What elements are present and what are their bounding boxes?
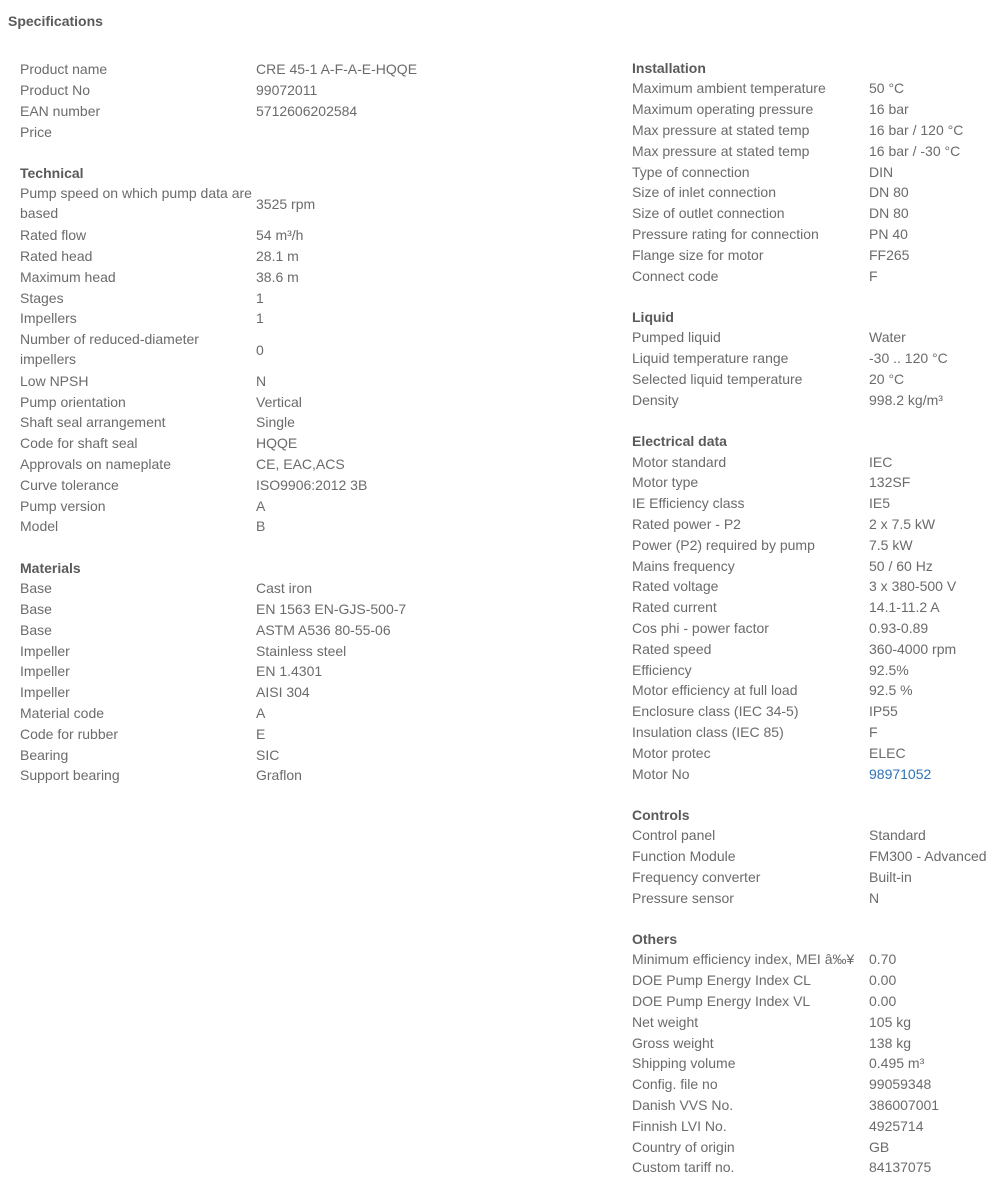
spec-value: DIN	[869, 163, 894, 180]
spec-value: 14.1-11.2 A	[869, 599, 940, 616]
spec-value: Standard	[869, 827, 926, 844]
spec-label: Power (P2) required by pump	[632, 536, 815, 553]
spec-label: Pressure rating for connection	[632, 225, 819, 242]
spec-label: Maximum head	[20, 268, 116, 285]
spec-row	[632, 970, 1004, 991]
spec-value: 99059348	[869, 1076, 932, 1093]
section-title: Electrical data	[632, 433, 727, 450]
spec-label: Rated current	[632, 599, 717, 616]
spec-value: 50 °C	[869, 80, 905, 97]
spec-row	[632, 203, 1004, 224]
spec-label: Insulation class (IEC 85)	[632, 723, 784, 740]
spec-label: Motor No	[632, 765, 690, 782]
spec-row	[632, 949, 1004, 970]
spec-row	[632, 659, 1004, 680]
spec-label: Gross weight	[632, 1034, 714, 1051]
spec-value: SIC	[256, 746, 280, 763]
spec-row	[20, 454, 580, 475]
spec-value: 2 x 7.5 kW	[869, 515, 936, 532]
spec-value: 1	[256, 289, 264, 306]
spec-value: EN 1563 EN-GJS-500-7	[256, 600, 407, 617]
spec-label: Selected liquid temperature	[632, 370, 803, 387]
spec-value: IP55	[869, 703, 898, 720]
spec-value: Cast iron	[256, 580, 313, 597]
spec-label: Motor standard	[632, 453, 727, 470]
spec-label: Maximum ambient temperature	[632, 80, 826, 97]
spec-row	[632, 265, 1004, 286]
spec-label: Enclosure class (IEC 34-5)	[632, 703, 799, 720]
spec-label: Impeller	[20, 684, 70, 701]
spec-label: Size of inlet connection	[632, 184, 776, 201]
left-column	[20, 59, 580, 807]
spec-value: Stainless steel	[256, 642, 347, 659]
spec-label: EAN number	[20, 102, 101, 119]
spec-label: DOE Pump Energy Index CL	[632, 972, 811, 989]
spec-label: Low NPSH	[20, 372, 89, 389]
spec-row	[20, 578, 580, 599]
section-title: Controls	[632, 806, 690, 823]
spec-label: Type of connection	[632, 163, 750, 180]
spec-row	[20, 391, 580, 412]
spec-row	[20, 246, 580, 267]
spec-value: GB	[869, 1138, 890, 1155]
spec-label: Control panel	[632, 827, 716, 844]
spec-row	[20, 619, 580, 640]
spec-label: Connect code	[632, 267, 719, 284]
spec-row	[632, 534, 1004, 555]
spec-label: Rated head	[20, 247, 93, 264]
spec-row	[632, 493, 1004, 514]
spec-value: AISI 304	[256, 684, 310, 701]
spec-value: Graflon	[256, 767, 302, 784]
spec-row	[632, 1032, 1004, 1053]
spec-value: ASTM A536 80-55-06	[256, 621, 391, 638]
spec-value: CRE 45-1 A-F-A-E-HQQE	[256, 61, 418, 78]
spec-row	[20, 183, 580, 225]
spec-row	[20, 80, 580, 101]
spec-label: Rated flow	[20, 227, 87, 244]
spec-label: DOE Pump Energy Index VL	[632, 993, 811, 1010]
spec-label: Support bearing	[20, 767, 120, 784]
spec-value: 92.5%	[869, 661, 909, 678]
electrical-section	[632, 431, 1004, 784]
spec-label: Danish VVS No.	[632, 1097, 734, 1114]
spec-label: Pumped liquid	[632, 329, 721, 346]
spec-label: Rated speed	[632, 640, 712, 657]
spec-label: Pump speed on which pump data are based	[20, 185, 252, 221]
liquid-section	[632, 307, 1004, 410]
spec-value: FM300 - Advanced	[869, 848, 987, 865]
spec-row	[20, 329, 580, 371]
spec-row	[20, 661, 580, 682]
spec-row	[632, 576, 1004, 597]
section-title: Others	[632, 931, 678, 948]
spec-row	[20, 433, 580, 454]
spec-row	[20, 599, 580, 620]
spec-value: 7.5 kW	[869, 536, 913, 553]
spec-row	[632, 472, 1004, 493]
spec-value: 28.1 m	[256, 247, 299, 264]
spec-row	[20, 703, 580, 724]
section-title: Installation	[632, 60, 706, 76]
spec-label: Number of reduced-diameter impellers	[20, 331, 199, 367]
spec-row	[632, 1095, 1004, 1116]
spec-value: CE, EAC,ACS	[256, 455, 345, 472]
spec-value: 138 kg	[869, 1034, 912, 1051]
spec-label: Frequency converter	[632, 868, 761, 885]
spec-row	[632, 887, 1004, 908]
spec-row	[632, 618, 1004, 639]
spec-row	[632, 389, 1004, 410]
spec-row	[20, 266, 580, 287]
spec-value: 16 bar / -30 °C	[869, 142, 961, 159]
spec-row	[20, 765, 580, 786]
spec-row	[20, 225, 580, 246]
spec-label: Minimum efficiency index, MEI â‰¥	[632, 951, 855, 968]
spec-row	[20, 308, 580, 329]
spec-row	[20, 287, 580, 308]
spec-value: 386007001	[869, 1097, 940, 1114]
spec-value: Single	[256, 414, 295, 431]
right-column	[632, 58, 1004, 1199]
spec-row	[632, 680, 1004, 701]
spec-label: Liquid temperature range	[632, 350, 789, 367]
spec-label: Max pressure at stated temp	[632, 121, 810, 138]
spec-label: Base	[20, 600, 52, 617]
spec-label: Price	[20, 123, 52, 140]
controls-section	[632, 805, 1004, 908]
spec-label: Impeller	[20, 663, 70, 680]
spec-label: Motor efficiency at full load	[632, 682, 798, 699]
spec-value: 50 / 60 Hz	[869, 557, 933, 574]
materials-section	[20, 558, 580, 786]
spec-value: 3 x 380-500 V	[869, 578, 957, 595]
spec-row	[20, 474, 580, 495]
spec-row	[632, 597, 1004, 618]
spec-value: E	[256, 725, 266, 742]
spec-value: DN 80	[869, 205, 909, 222]
spec-value: 38.6 m	[256, 268, 299, 285]
spec-value: ELEC	[869, 744, 906, 761]
spec-label: Rated voltage	[632, 578, 719, 595]
spec-value: B	[256, 518, 266, 535]
spec-row	[20, 640, 580, 661]
spec-value: N	[869, 889, 880, 906]
spec-value: PN 40	[869, 225, 908, 242]
spec-row	[632, 182, 1004, 203]
spec-row	[632, 846, 1004, 867]
spec-value: 0	[256, 341, 264, 358]
spec-row	[20, 495, 580, 516]
spec-row	[632, 763, 1004, 784]
spec-value: Built-in	[869, 868, 912, 885]
spec-row	[632, 348, 1004, 369]
spec-row	[632, 224, 1004, 245]
spec-row	[632, 451, 1004, 472]
spec-label: Mains frequency	[632, 557, 735, 574]
spec-label: Impeller	[20, 642, 70, 659]
spec-row	[632, 701, 1004, 722]
spec-label: Code for rubber	[20, 725, 119, 742]
spec-value: Water	[869, 329, 906, 346]
spec-row	[632, 991, 1004, 1012]
spec-row	[20, 412, 580, 433]
section-title: Materials	[20, 559, 81, 576]
spec-label: Maximum operating pressure	[632, 101, 814, 118]
spec-label: Material code	[20, 704, 105, 721]
spec-label: Net weight	[632, 1013, 699, 1030]
spec-row	[632, 161, 1004, 182]
spec-row	[632, 1011, 1004, 1032]
spec-value: ISO9906:2012 3B	[256, 476, 368, 493]
spec-label: Approvals on nameplate	[20, 455, 171, 472]
spec-label: Size of outlet connection	[632, 205, 785, 222]
spec-value: IE5	[869, 495, 891, 512]
spec-label: Motor type	[632, 474, 699, 491]
spec-row	[632, 1053, 1004, 1074]
spec-label: Pressure sensor	[632, 889, 734, 906]
spec-label: Custom tariff no.	[632, 1159, 735, 1176]
spec-value: A	[256, 497, 266, 514]
spec-row	[632, 1136, 1004, 1157]
spec-row	[20, 516, 580, 537]
spec-value: F	[869, 267, 878, 284]
spec-label: Pump version	[20, 497, 106, 514]
spec-label: Cos phi - power factor	[632, 619, 769, 636]
spec-value: 0.70	[869, 951, 897, 968]
spec-value: A	[256, 704, 266, 721]
spec-label: Code for shaft seal	[20, 435, 138, 452]
spec-value: DN 80	[869, 184, 909, 201]
spec-row	[632, 742, 1004, 763]
spec-label: Pump orientation	[20, 393, 126, 410]
spec-row	[632, 1074, 1004, 1095]
spec-row	[20, 744, 580, 765]
spec-value: 16 bar / 120 °C	[869, 121, 964, 138]
spec-value: N	[256, 372, 267, 389]
spec-label: Product name	[20, 61, 108, 78]
spec-label: Curve tolerance	[20, 476, 119, 493]
section-title: Liquid	[632, 308, 674, 325]
spec-value: 132SF	[869, 474, 911, 491]
spec-label: Rated power - P2	[632, 515, 741, 532]
installation-section	[632, 58, 1004, 286]
spec-row	[20, 59, 580, 80]
spec-value: 105 kg	[869, 1013, 912, 1030]
spec-label: Bearing	[20, 746, 69, 763]
spec-row	[632, 638, 1004, 659]
spec-label: Motor protec	[632, 744, 711, 761]
spec-row	[20, 682, 580, 703]
spec-value: 4925714	[869, 1117, 924, 1134]
spec-row	[632, 140, 1004, 161]
spec-value: EN 1.4301	[256, 663, 323, 680]
spec-value: 20 °C	[869, 370, 905, 387]
spec-label: Max pressure at stated temp	[632, 142, 810, 159]
spec-value: 99072011	[256, 82, 318, 99]
spec-row	[632, 555, 1004, 576]
spec-label: Base	[20, 621, 52, 638]
spec-label: Impellers	[20, 310, 77, 327]
spec-row	[632, 825, 1004, 846]
spec-value: 0.495 m³	[869, 1055, 925, 1072]
spec-row	[20, 121, 580, 142]
spec-label: Model	[20, 518, 59, 535]
spec-row	[632, 244, 1004, 265]
spec-value: 0.00	[869, 993, 897, 1010]
spec-row	[632, 514, 1004, 535]
spec-value: -30 .. 120 °C	[869, 350, 948, 367]
spec-label: Config. file no	[632, 1076, 718, 1093]
general-section	[20, 59, 580, 142]
spec-label: IE Efficiency class	[632, 495, 745, 512]
spec-label: Function Module	[632, 848, 736, 865]
spec-value: 84137075	[869, 1159, 932, 1176]
spec-value: 16 bar	[869, 101, 909, 118]
spec-label: Country of origin	[632, 1138, 735, 1155]
spec-value: 0.93-0.89	[869, 619, 929, 636]
spec-row	[20, 723, 580, 744]
spec-value: HQQE	[256, 435, 298, 452]
others-section	[632, 929, 1004, 1178]
spec-label: Flange size for motor	[632, 246, 764, 263]
spec-value: Vertical	[256, 393, 302, 410]
spec-row	[632, 722, 1004, 743]
spec-value: 360-4000 rpm	[869, 640, 957, 657]
spec-value: 1	[256, 310, 264, 327]
spec-row	[632, 78, 1004, 99]
spec-value: 3525 rpm	[256, 195, 316, 212]
page-title: Specifications	[8, 13, 103, 29]
spec-row	[632, 327, 1004, 348]
spec-label: Shipping volume	[632, 1055, 736, 1072]
spec-value: FF265	[869, 246, 910, 263]
spec-value: F	[869, 723, 878, 740]
spec-value: 0.00	[869, 972, 897, 989]
spec-label: Base	[20, 580, 52, 597]
spec-row	[20, 101, 580, 122]
spec-label: Shaft seal arrangement	[20, 414, 166, 431]
technical-section	[20, 163, 580, 537]
spec-row	[632, 369, 1004, 390]
spec-label: Finnish LVI No.	[632, 1117, 727, 1134]
spec-value: 5712606202584	[256, 102, 358, 119]
spec-value: IEC	[869, 453, 893, 470]
spec-value: 54 m³/h	[256, 227, 304, 244]
spec-value: 998.2 kg/m³	[869, 391, 943, 408]
spec-row	[632, 1157, 1004, 1178]
spec-label: Density	[632, 391, 679, 408]
spec-row	[632, 1115, 1004, 1136]
spec-row	[632, 120, 1004, 141]
spec-label: Efficiency	[632, 661, 692, 678]
spec-label: Product No	[20, 82, 91, 99]
spec-row	[20, 370, 580, 391]
section-title: Technical	[20, 165, 84, 182]
spec-value: 92.5 %	[869, 682, 913, 699]
spec-label: Stages	[20, 289, 64, 306]
spec-row	[632, 99, 1004, 120]
spec-value-link[interactable]: 98971052	[869, 765, 932, 782]
spec-row	[632, 867, 1004, 888]
